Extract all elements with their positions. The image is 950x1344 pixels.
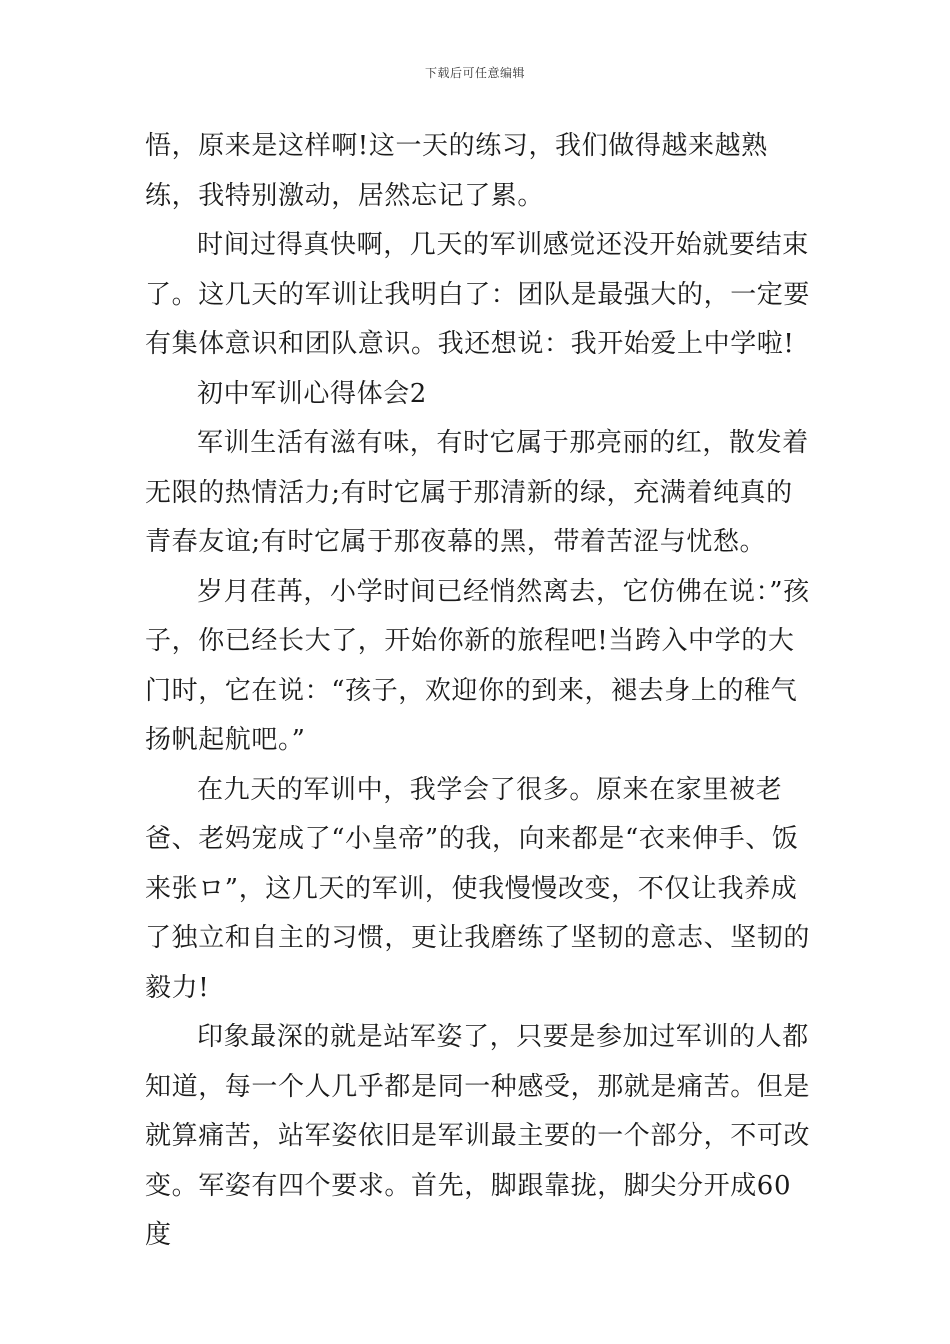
document-body [145,122,815,1261]
paragraph-years-pass: 岁月荏苒，小学时间已经悄然离去，它仿佛在说：”孩子，你已经长大了，开始你新的旅程吧!当跨入中学的大门时，它在说：“孩子，欢迎你的到来，褪去身上的稚气扬帆起航吧。” [145,576,810,755]
paragraph-military-life: 军训生活有滋有味，有时它属于那亮丽的红，散发着无限的热情活力;有时它属于那清新的绿，充满着纯真的青春友谊;有时它属于那夜幕的黑，带着苦涩与忧愁。 [145,428,809,557]
paragraph-continuation: 悟，原来是这样啊!这一天的练习，我们做得越来越熟练，我特别激动，居然忘记了累。 [145,131,768,211]
paragraph-time-flies: 时间过得真快啊，几天的军训感觉还没开始就要结束了。这几天的军训让我明白了：团队是最强大的，一定要有集体意识和团队意识。我还想说：我开始爱上中学啦! [145,230,811,359]
paragraph-nine-days: 在九天的军训中，我学会了很多。原来在家里被老爸、老妈宠成了“小皇帝”的我，向来都是“衣来伸手、饭来张ロ”，这几天的军训，使我慢慢改变，不仅让我养成了独立和自主的习惯，更让我磨练了坚韧的意志、坚韧的毅力! [145,774,811,1003]
paragraph-standing-posture: 印象最深的就是站军姿了，只要是参加过军训的人都知道，每一个人几乎都是同一种感受，那就是痛苦。但是就算痛苦，站军姿依旧是军训最主要的一个部分，不可改变。军姿有四个要求。首先，脚跟靠拢，脚尖分开成60度 [145,1022,811,1250]
page-header-note: 下载后可任意编辑 [424,66,525,80]
section-heading: 初中军训心得体会2 [197,378,427,409]
